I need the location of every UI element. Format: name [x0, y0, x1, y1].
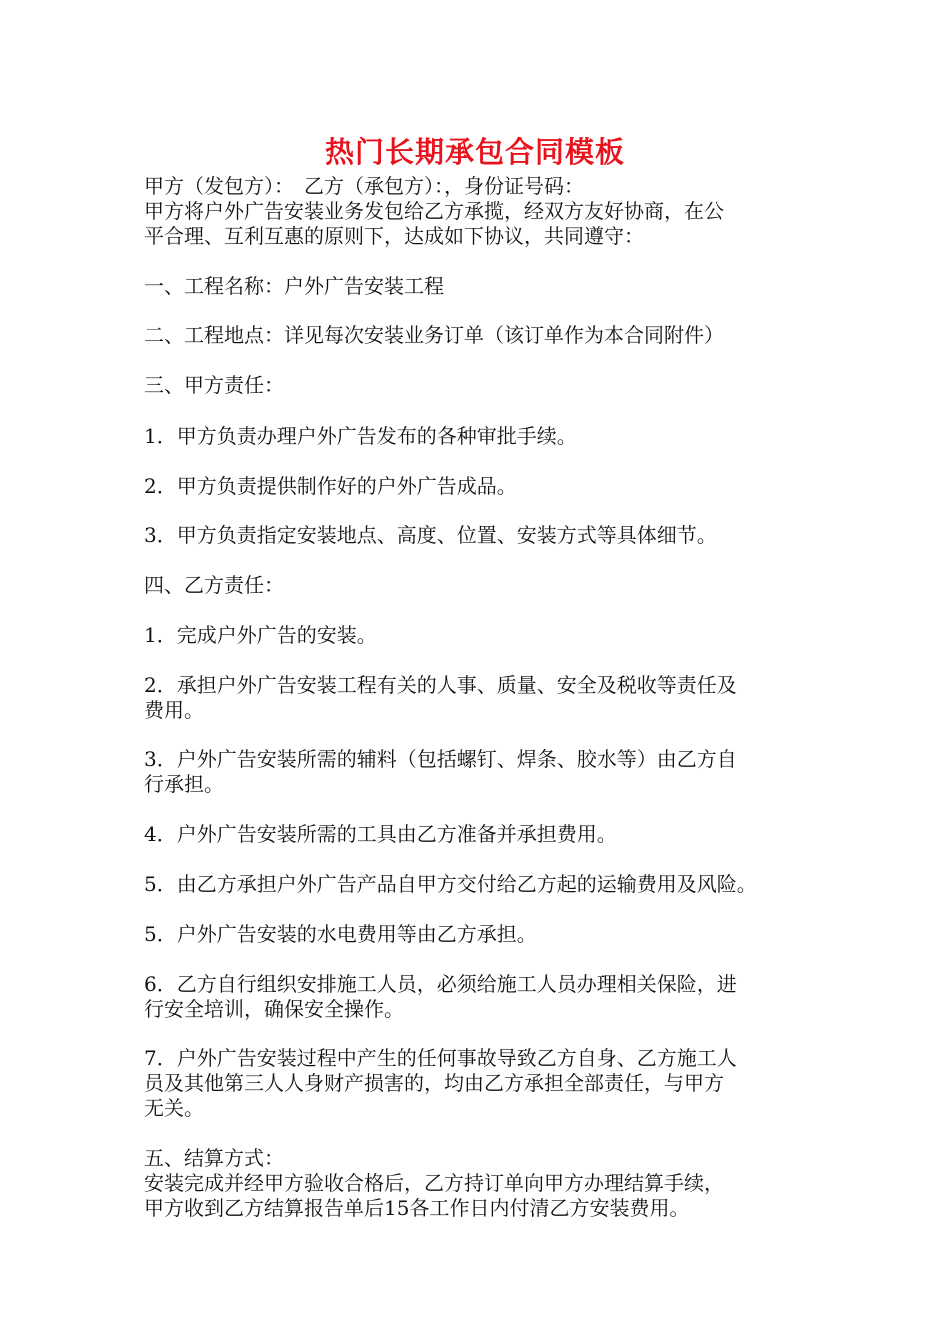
section-4-heading: 四、乙方责任： [144, 573, 284, 597]
section-1-heading: 一、工程名称：户外广告安装工程 [144, 274, 444, 298]
party-b-item-7-line-2: 员及其他第三人人身财产损害的，均由乙方承担全部责任，与甲方 [144, 1071, 724, 1095]
party-b-item-6-line-1: 6．乙方自行组织安排施工人员，必须给施工人员办理相关保险，进 [144, 972, 737, 996]
intro-line-2: 平合理、互利互惠的原则下，达成如下协议，共同遵守： [144, 224, 644, 248]
party-b-item-5a: 5．由乙方承担户外广告产品自甲方交付给乙方起的运输费用及风险。 [144, 872, 757, 896]
section-3-heading: 三、甲方责任： [144, 373, 284, 397]
document-title: 热门长期承包合同模板 [324, 135, 625, 169]
party-a-item-2: 2．甲方负责提供制作好的户外广告成品。 [144, 474, 517, 498]
party-b-item-6-line-2: 行安全培训，确保安全操作。 [144, 997, 404, 1021]
party-b-item-1: 1．完成户外广告的安装。 [144, 623, 377, 647]
settlement-line-2: 甲方收到乙方结算报告单后15各工作日内付清乙方安装费用。 [144, 1196, 690, 1220]
party-b-item-3-line-2: 行承担。 [144, 772, 224, 796]
section-5-heading: 五、结算方式： [144, 1146, 284, 1170]
party-b-item-7-line-3: 无关。 [144, 1096, 204, 1120]
party-b-item-5b: 5．户外广告安装的水电费用等由乙方承担。 [144, 922, 537, 946]
party-b-item-2-line-1: 2．承担户外广告安装工程有关的人事、质量、安全及税收等责任及 [144, 673, 737, 697]
intro-line-1: 甲方将户外广告安装业务发包给乙方承揽，经双方友好协商，在公 [144, 199, 724, 223]
party-line: 甲方（发包方）： 乙方（承包方）：，身份证号码： [144, 174, 584, 198]
party-b-item-3-line-1: 3．户外广告安装所需的辅料（包括螺钉、焊条、胶水等）由乙方自 [144, 747, 737, 771]
section-2-heading: 二、工程地点：详见每次安装业务订单（该订单作为本合同附件） [144, 323, 724, 347]
party-a-item-3: 3．甲方负责指定安装地点、高度、位置、安装方式等具体细节。 [144, 523, 717, 547]
party-b-item-4: 4．户外广告安装所需的工具由乙方准备并承担费用。 [144, 822, 617, 846]
settlement-line-1: 安装完成并经甲方验收合格后，乙方持订单向甲方办理结算手续， [144, 1171, 724, 1195]
party-b-item-7-line-1: 7．户外广告安装过程中产生的任何事故导致乙方自身、乙方施工人 [144, 1046, 737, 1070]
party-a-item-1: 1．甲方负责办理户外广告发布的各种审批手续。 [144, 424, 577, 448]
party-b-item-2-line-2: 费用。 [144, 698, 204, 722]
